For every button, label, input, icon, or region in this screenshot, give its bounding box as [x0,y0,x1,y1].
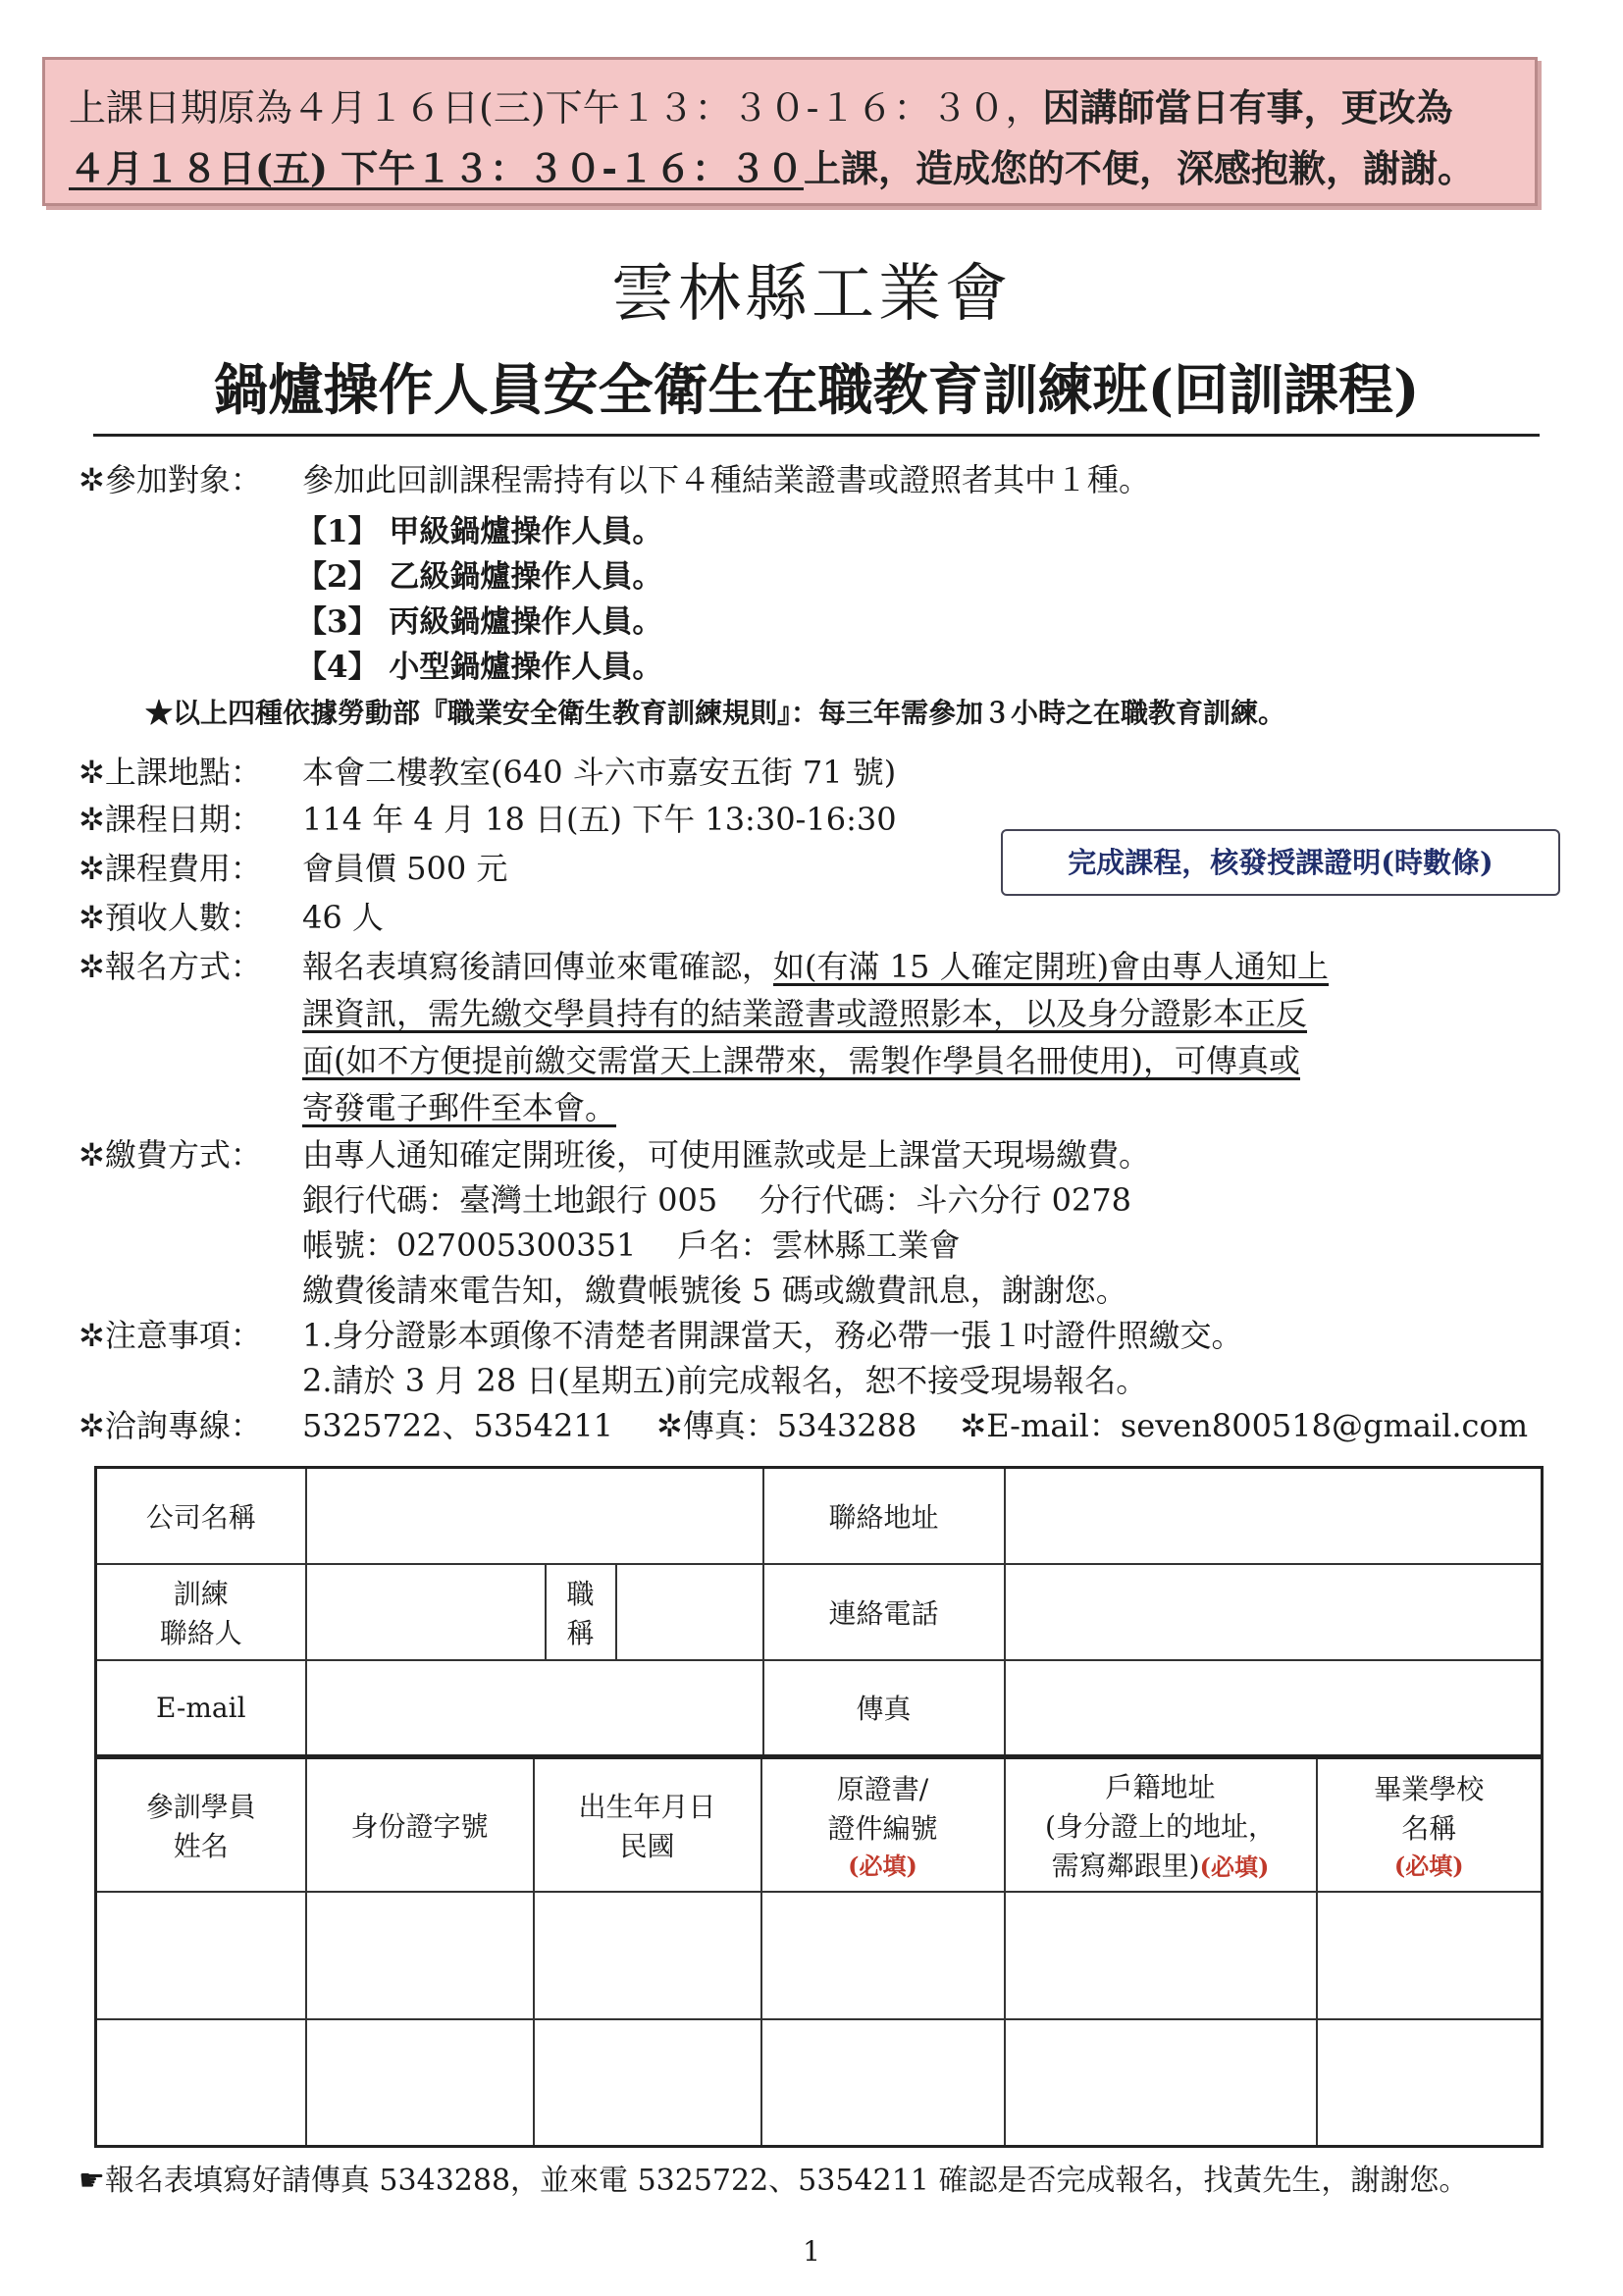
payment-row [79,1130,1150,1175]
payment-followup: 繳費後請來電告知，繳費帳號後 5 碼或繳費訊息，謝謝您。 [302,1272,1127,1309]
regulation-note: ★以上四種依據勞動部『職業安全衛生教育訓練規則』：每三年需參加３小時之在職教育訓練。 [145,697,1286,729]
contact-fax: ✲傳真：5343288 [656,1407,917,1444]
birth-date-input[interactable] [534,2019,761,2147]
email-label: E-mail [96,1660,306,1756]
certificate-tag: 完成課程，核發授課證明(時數條) [1001,829,1560,896]
eligibility-text: 參加此回訓課程需持有以下４種結業證書或證照者其中１種。 [302,461,1151,498]
job-title-label [546,1564,616,1660]
cert-item-3: 【3】 丙級鍋爐操作人員。 [296,604,663,640]
header-line: 出生年月日 [578,1790,716,1823]
school-input[interactable] [1317,2019,1543,2147]
registration-text: 報名表填寫後請回傳並來電確認， [302,948,774,985]
contact-email: ✲E-mail：seven800518@gmail.com [960,1407,1529,1444]
registration-line-4: 寄發電子郵件至本會。 [302,1089,617,1126]
trainee-name-input[interactable] [96,2019,306,2147]
course-title: 鍋爐操作人員安全衛生在職教育訓練班(回訓課程) [93,347,1540,437]
fax-instruction-footer: ☛報名表填寫好請傳真 5343288，並來電 5325722、5354211 確認是否完成報名，找黃先生，謝謝您。 [79,2164,1469,2198]
birth-date-header [534,1758,761,1892]
phone-input[interactable] [1005,1564,1543,1660]
fee-label: ✲課程費用： [79,850,262,887]
notice-bold-text: 因講師當日有事，更改為 [1042,85,1453,130]
id-number-header: 身份證字號 [306,1758,534,1892]
trainee-name-input[interactable] [96,1892,306,2019]
location-row [79,748,896,793]
contact-person-label-line: 訓練 [173,1577,229,1610]
required-mark: (必填) [848,1852,917,1881]
date-value: 114 年 4 月 18 日(五) 下午 13:30-16:30 [302,801,897,838]
cert-item-4: 【4】 小型鍋爐操作人員。 [296,650,663,685]
contact-person-label-line: 聯絡人 [159,1616,242,1649]
payment-text: 由專人通知確定開班後，可使用匯款或是上課當天現場繳費。 [302,1136,1151,1174]
header-line: 戶籍地址 [1105,1770,1216,1803]
location-value: 本會二樓教室(640 斗六市嘉安五街 71 號) [302,754,897,791]
header-line: (身分證上的地址， [1045,1809,1276,1843]
eligibility-row [79,455,1150,500]
phone-label: 連絡電話 [763,1564,1005,1660]
trainee-table [94,1756,1544,2148]
header-line: 參訓學員 [145,1790,256,1823]
certificate-number-header [761,1758,1005,1892]
registration-line-3: 面(如不方便提前繳交需當天上課帶來，需製作學員名冊使用)，可傳真或 [302,1042,1300,1079]
registration-line-2: 課資訊，需先繳交學員持有的結業證書或證照影本，以及身分證影本正反 [302,995,1308,1032]
registration-label: ✲報名方式： [79,948,262,985]
fax-input[interactable] [1005,1660,1543,1756]
email-input[interactable] [306,1660,763,1756]
address-label: 聯絡地址 [763,1468,1005,1564]
eligibility-label: ✲參加對象： [79,461,262,498]
job-title-label-line: 稱 [566,1616,595,1649]
header-line [1006,1845,1316,1884]
notes-line-1: 1.身分證影本頭像不清楚者開課當天，務必帶一張１吋證件照繳交。 [302,1317,1243,1354]
notes-label: ✲注意事項： [79,1317,262,1354]
header-line-text: 需寫鄰跟里) [1051,1849,1200,1882]
id-number-input[interactable] [306,2019,534,2147]
domicile-address-input[interactable] [1005,1892,1317,2019]
school-input[interactable] [1317,1892,1543,2019]
registration-row [79,942,1329,987]
table-row [96,2019,1543,2147]
notice-text: 上課日期原為４月１６日(三)下午１３：３０-１６：３０， [69,86,1043,130]
certificate-number-input[interactable] [761,1892,1005,2019]
header-line: 民國 [619,1829,675,1862]
notice-line-2 [69,138,1475,192]
new-date-text: ４月１８日(五) 下午１３：３０-１６：３０ [69,146,804,190]
notes-row [79,1311,1243,1356]
required-mark: (必填) [1199,1852,1270,1881]
fee-row [79,844,507,889]
bank-info: 銀行代碼：臺灣土地銀行 005 分行代碼：斗六分行 0278 [302,1181,1132,1219]
notes-line-2: 2.請於 3 月 28 日(星期五)前完成報名，恕不接受現場報名。 [302,1362,1148,1399]
cert-item-1: 【1】 甲級鍋爐操作人員。 [296,514,663,549]
notice-line-1 [69,78,1453,131]
date-row [79,795,897,840]
notice-apology-text: 上課，造成您的不便，深感抱歉，謝謝。 [803,146,1475,190]
schedule-change-notice [42,57,1538,206]
required-mark: (必填) [1393,1852,1464,1881]
capacity-value: 46 人 [302,899,384,936]
header-line: 名稱 [1401,1812,1457,1846]
capacity-row [79,893,384,938]
company-input[interactable] [306,1468,763,1564]
trainee-name-header [96,1758,306,1892]
contact-person-label [96,1564,306,1660]
date-label: ✲課程日期： [79,801,262,838]
table-row [96,1892,1543,2019]
job-title-input[interactable] [616,1564,763,1660]
header-line: 畢業學校 [1374,1773,1485,1806]
header-line: 姓名 [173,1829,229,1862]
contact-person-input[interactable] [306,1564,546,1660]
registration-form-contact [94,1466,1544,1757]
capacity-label: ✲預收人數： [79,899,262,936]
address-input[interactable] [1005,1468,1543,1564]
contact-label: ✲洽詢專線： [79,1407,262,1444]
certificate-number-input[interactable] [761,2019,1005,2147]
header-line: 原證書/ [836,1773,929,1806]
header-line: 證件編號 [827,1812,938,1846]
id-number-input[interactable] [306,1892,534,2019]
job-title-label-line: 職 [566,1577,595,1610]
organization-name: 雲林縣工業會 [611,258,1012,331]
registration-underlined-text: 如(有滿 15 人確定開班)會由專人通知上 [773,948,1330,985]
cert-item-2: 【2】 乙級鍋爐操作人員。 [296,559,663,595]
account-info: 帳號：027005300351 戶名：雲林縣工業會 [302,1226,961,1264]
company-label: 公司名稱 [96,1468,306,1564]
domicile-address-header [1005,1758,1317,1892]
contact-phones: 5325722、5354211 [302,1407,614,1444]
school-header [1317,1758,1543,1892]
fax-label: 傳真 [763,1660,1005,1756]
fee-value: 會員價 500 元 [302,850,508,887]
payment-label: ✲繳費方式： [79,1136,262,1174]
contact-row [79,1401,1528,1446]
location-label: ✲上課地點： [79,754,262,791]
page-number: 1 [803,2235,820,2268]
birth-date-input[interactable] [534,1892,761,2019]
domicile-address-input[interactable] [1005,2019,1317,2147]
